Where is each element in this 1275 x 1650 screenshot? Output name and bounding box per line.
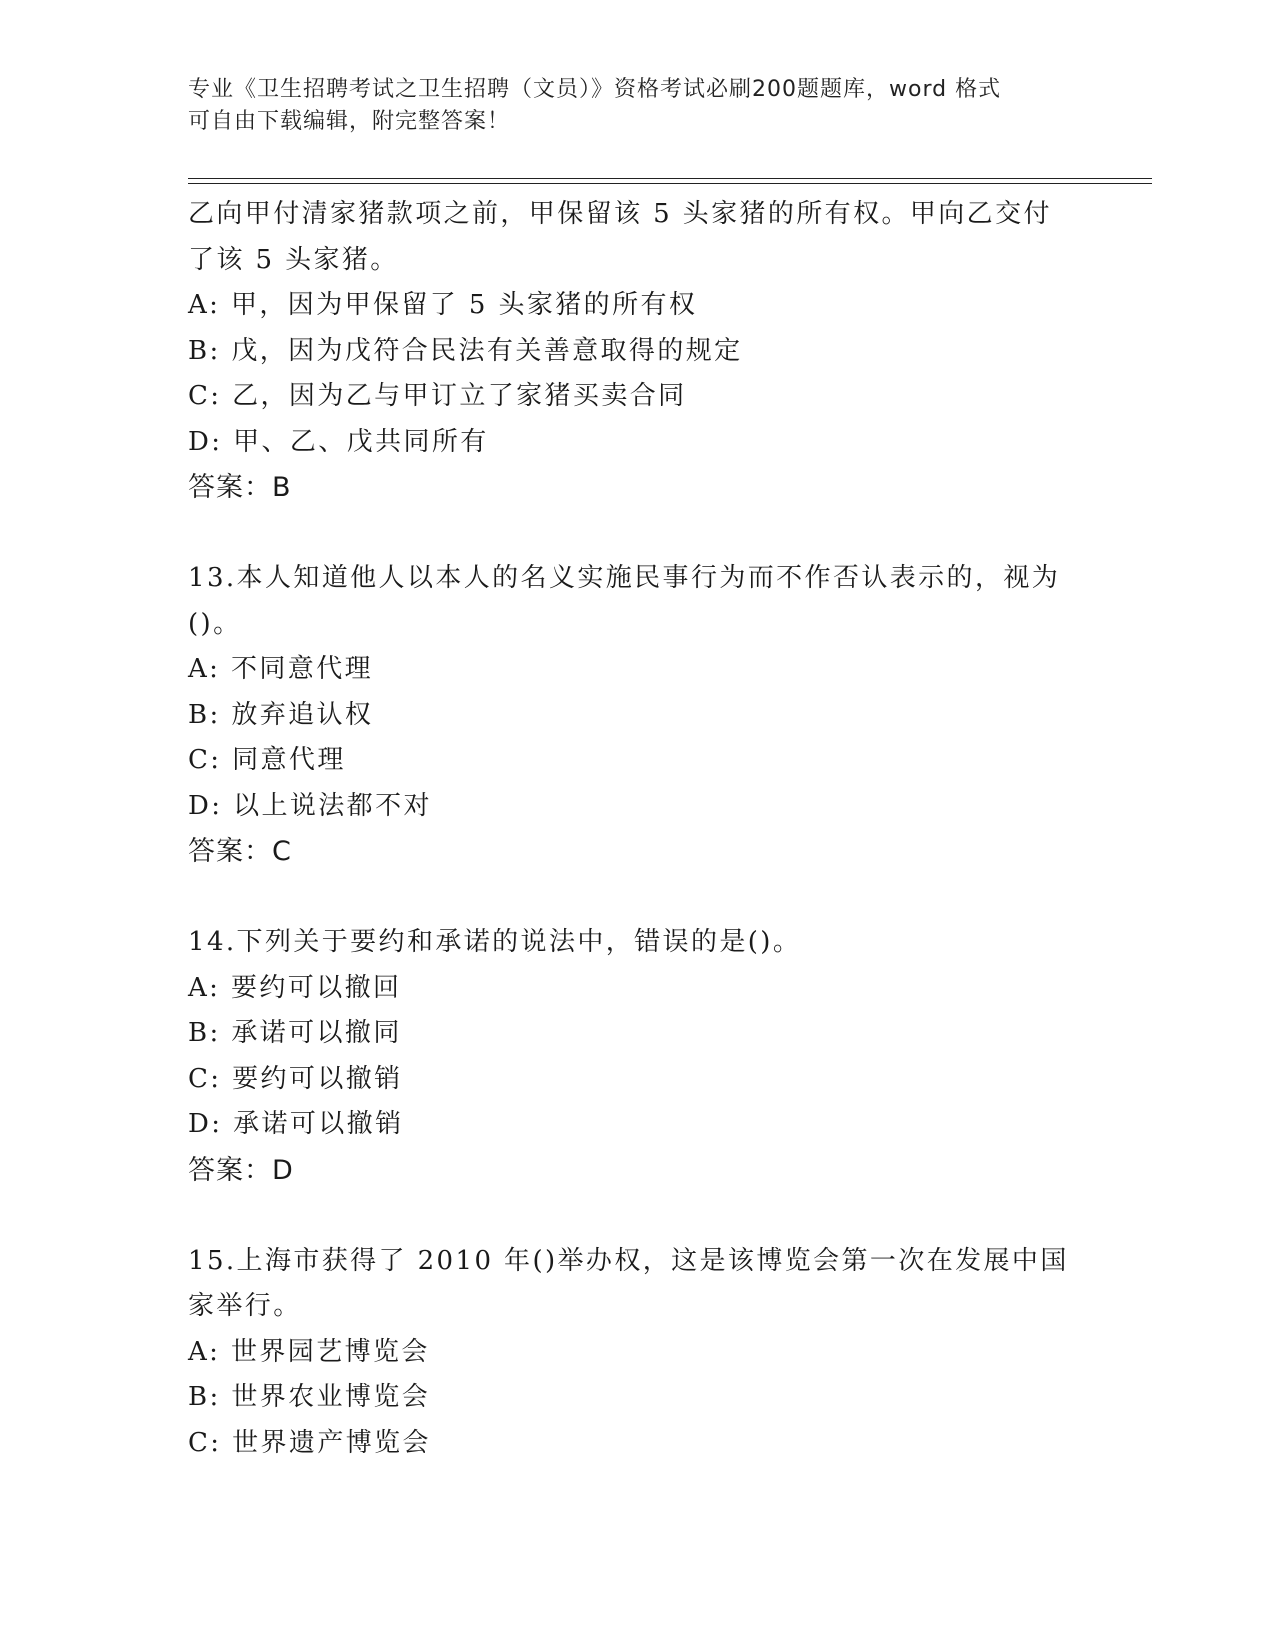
question-15 [188, 1239, 1088, 1467]
spacer [188, 875, 1088, 921]
option-a: A: 甲，因为甲保留了 5 头家猪的所有权 [188, 290, 698, 320]
answer: 答案：C [188, 836, 292, 867]
option-b: B: 世界农业博览会 [188, 1382, 431, 1412]
option-a: A: 要约可以撤回 [188, 972, 402, 1003]
header-divider-bottom [188, 183, 1152, 184]
option-a: A: 不同意代理 [188, 654, 374, 684]
page-header [188, 74, 1068, 138]
question-stem-line: 14.下列关于要约和承诺的说法中，错误的是()。 [188, 927, 802, 957]
answer: 答案：B [188, 472, 292, 503]
option-a: A: 世界园艺博览会 [188, 1336, 430, 1367]
header-divider-top [188, 178, 1152, 179]
question-stem-line: 家举行。 [188, 1291, 302, 1321]
question-stem-line: 15.上海市获得了 2010 年()举办权，这是该博览会第一次在发展中国 [188, 1245, 1069, 1276]
answer: 答案：D [188, 1154, 294, 1186]
question-14 [188, 920, 1088, 1193]
option-c: C: 世界遗产博览会 [188, 1427, 431, 1458]
question-stem-line: ()。 [188, 608, 242, 639]
spacer [188, 1193, 1088, 1239]
option-d: D: 甲、乙、戊共同所有 [188, 426, 489, 457]
question-stem-line: 乙向甲付清家猪款项之前，甲保留该 5 头家猪的所有权。甲向乙交付 [188, 199, 1052, 229]
option-d: D: 承诺可以撤销 [188, 1109, 404, 1139]
option-c: C: 乙，因为乙与甲订立了家猪买卖合同 [188, 381, 687, 411]
option-b: B: 戊，因为戊符合民法有关善意取得的规定 [188, 335, 743, 366]
question-stem-line: 了该 5 头家猪。 [188, 244, 399, 275]
question-continued [188, 192, 1088, 511]
option-c: C: 同意代理 [188, 745, 346, 775]
header-title-line-2: 可自由下载编辑，附完整答案！ [188, 109, 511, 134]
question-content [188, 192, 1088, 1466]
spacer [188, 511, 1088, 557]
option-c: C: 要约可以撤销 [188, 1063, 403, 1094]
option-b: B: 承诺可以撤同 [188, 1018, 402, 1048]
option-b: B: 放弃追认权 [188, 699, 374, 730]
question-stem-line: 13.本人知道他人以本人的名义实施民事行为而不作否认表示的，视为 [188, 563, 1061, 593]
option-d: D: 以上说法都不对 [188, 790, 432, 821]
question-13 [188, 556, 1088, 875]
header-title-line-1: 专业《卫生招聘考试之卫生招聘（文员）》资格考试必刷200题题库，word 格式 [188, 77, 1002, 102]
